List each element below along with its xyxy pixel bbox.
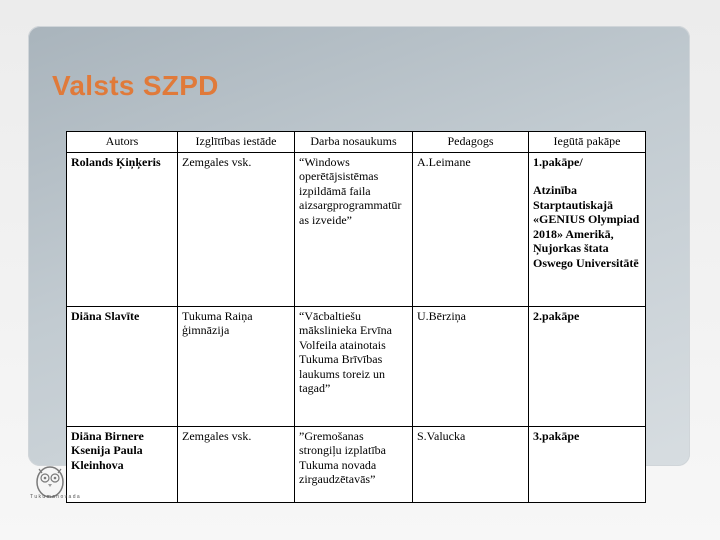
cell-iestade: Zemgales vsk. xyxy=(178,426,295,502)
cell-autors: Diāna Birnere Ksenija Paula Kleinhova xyxy=(67,426,178,502)
pakape-value: 1.pakāpe/ xyxy=(533,154,583,169)
header-pakape: Iegūtā pakāpe xyxy=(529,132,646,153)
table-header-row xyxy=(67,132,646,153)
cell-pedagogs: A.Leimane xyxy=(413,152,529,306)
logo-text: T u k u m a n o v a d a xyxy=(30,494,80,500)
cell-darbs: “Windows operētājsistēmas izpildāmā faila aizsargprogrammatūr as izveide” xyxy=(295,152,413,306)
owl-icon xyxy=(30,462,86,510)
cell-darbs: “Vācbaltiešu mākslinieka Ervīna Volfeila atainotais Tukuma Brīvības laukums toreiz un tagad” xyxy=(295,306,413,426)
cell-pakape: 3.pakāpe xyxy=(529,426,646,502)
results-table xyxy=(66,131,646,503)
table-row xyxy=(67,426,646,502)
cell-pakape xyxy=(529,152,646,306)
table-row xyxy=(67,152,646,306)
cell-iestade: Zemgales vsk. xyxy=(178,152,295,306)
award-text: Atzinība Starptautiskajā «GENIUS Olympiad 2018» Amerikā, Ņujorkas štata Oswego Universitātē xyxy=(533,183,640,270)
header-pedagogs: Pedagogs xyxy=(413,132,529,153)
cell-autors: Diāna Slavīte xyxy=(67,306,178,426)
slide-title: Valsts SZPD xyxy=(52,70,219,101)
cell-iestade: Tukuma Raiņa ģimnāzija xyxy=(178,306,295,426)
header-iestade: Izglītības iestāde xyxy=(178,132,295,153)
table-row xyxy=(67,306,646,426)
cell-darbs: ”Gremošanas strongiļu izplatība Tukuma novada zirgaudzētavās” xyxy=(295,426,413,502)
cell-autors: Rolands Ķiņķeris xyxy=(67,152,178,306)
cell-pedagogs: U.Bērziņa xyxy=(413,306,529,426)
cell-pedagogs: S.Valucka xyxy=(413,426,529,502)
header-darbs: Darba nosaukums xyxy=(295,132,413,153)
cell-pakape: 2.pakāpe xyxy=(529,306,646,426)
header-autors: Autors xyxy=(67,132,178,153)
